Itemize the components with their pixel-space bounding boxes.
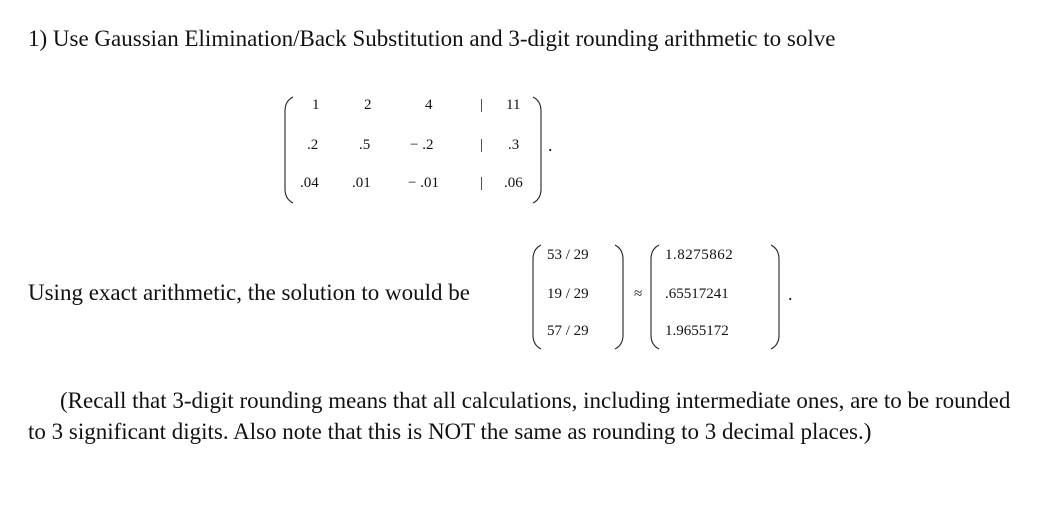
augment-separator: | (480, 175, 484, 191)
matrix-cell: 2 (364, 97, 372, 113)
solution-period: . (788, 284, 793, 304)
fraction-left-bracket (530, 243, 544, 351)
solution-decimal: 1.9655172 (665, 323, 729, 339)
decimal-left-bracket (648, 243, 662, 351)
recall-note (28, 385, 1018, 447)
solution-fraction: 57 / 29 (547, 323, 589, 339)
matrix-rhs: .06 (504, 175, 523, 191)
matrix-right-bracket (530, 95, 544, 205)
exact-solution-text: Using exact arithmetic, the solution to would be (28, 280, 471, 305)
matrix-cell: .2 (307, 137, 319, 153)
solution-decimal: .65517241 (665, 286, 729, 302)
augment-separator: | (480, 97, 484, 113)
approx-symbol: ≈ (634, 286, 643, 302)
solution-fraction: 53 / 29 (547, 247, 589, 263)
matrix-cell: .04 (300, 175, 319, 191)
matrix-rhs: .3 (508, 137, 520, 153)
augment-separator: | (480, 137, 484, 153)
matrix-cell: .5 (359, 137, 371, 153)
matrix-period: . (548, 135, 553, 155)
matrix-cell: 1 (312, 97, 320, 113)
matrix-rhs: 11 (506, 97, 521, 113)
problem-statement: 1) Use Gaussian Elimination/Back Substitution and 3-digit rounding arithmetic to solve (28, 26, 836, 51)
matrix-cell: − .2 (410, 137, 434, 153)
solution-fraction: 19 / 29 (547, 286, 589, 302)
matrix-cell: − .01 (408, 175, 439, 191)
fraction-right-bracket (612, 243, 626, 351)
recall-text: (Recall that 3-digit rounding means that all calculations, including intermediate ones, are to be rounded to 3 significant digits. Also note that this is NOT the same as rounding to 3 decimal places.) (28, 388, 1011, 444)
solution-decimal: 1.8275862 (665, 247, 734, 263)
decimal-right-bracket (768, 243, 782, 351)
matrix-cell: .01 (352, 175, 371, 191)
matrix-cell: 4 (425, 97, 433, 113)
matrix-left-bracket (282, 95, 296, 205)
